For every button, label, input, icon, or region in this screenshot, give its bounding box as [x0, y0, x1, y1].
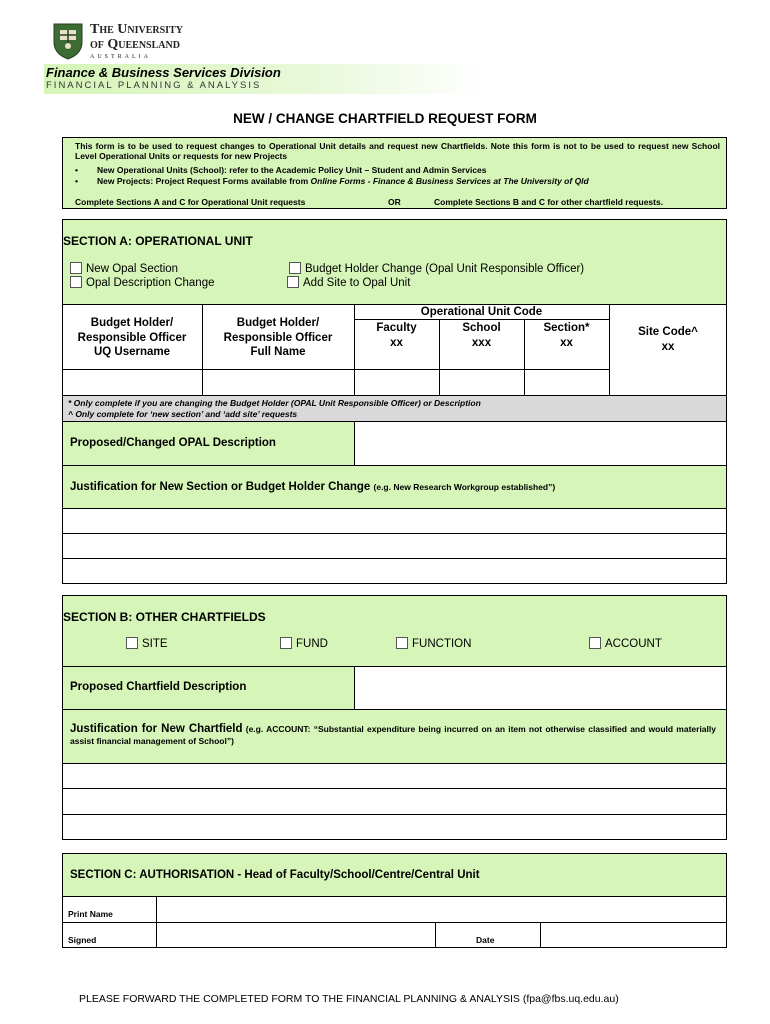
- justification-a-title: Justification for New Section or Budget Holder Change: [70, 481, 371, 493]
- print-name-label: Print Name: [68, 909, 113, 919]
- fund-checkbox[interactable]: [280, 637, 292, 649]
- intro-text: This form is to be used to request changes to Operational Unit details and request new Chartfields. Note this form is not to be used to request new School Level Operational Units or requests for new Projects: [75, 141, 720, 161]
- justification-a-example: (e.g. New Research Workgroup established”): [373, 482, 556, 492]
- op-unit-code-header: Operational Unit Code: [420, 306, 543, 318]
- opal-description-change-option[interactable]: [70, 276, 215, 289]
- justification-b-line3[interactable]: [63, 815, 726, 839]
- section-b-title: SECTION B: OTHER CHARTFIELDS: [63, 610, 266, 624]
- justification-b-line2[interactable]: [63, 789, 726, 813]
- uni-line3: AUSTRALIA: [90, 54, 151, 60]
- section-code: xx: [560, 336, 573, 349]
- section-header: [524, 321, 609, 350]
- proposed-chartfield-description-label: Proposed Chartfield Description: [70, 681, 247, 693]
- intro-bullet1-text: New Operational Units (School): refer to the Academic Policy Unit – Student and Admin Services: [97, 165, 487, 175]
- col1-line2: Responsible Officer: [77, 331, 187, 344]
- intro-footer-left: Complete Sections A and C for Operational Unit requests: [75, 197, 306, 207]
- note-site: ^ Only complete for ‘new section’ and ‘add site’ requests: [68, 409, 298, 419]
- faculty-input[interactable]: [355, 370, 439, 395]
- col2-line1: Budget Holder/: [236, 317, 320, 329]
- function-option[interactable]: [396, 637, 471, 650]
- section-a-title: SECTION A: OPERATIONAL UNIT: [63, 234, 253, 248]
- section-b-header-bg: [63, 596, 726, 666]
- section-c-title: SECTION C: AUTHORISATION - Head of Faculty/School/Centre/Central Unit: [70, 869, 480, 881]
- proposed-chartfield-description-input[interactable]: [355, 667, 726, 709]
- site-checkbox[interactable]: [126, 637, 138, 649]
- site-code-label: Site Code^: [638, 326, 698, 338]
- account-checkbox[interactable]: [589, 637, 601, 649]
- budget-holder-change-checkbox[interactable]: [289, 262, 301, 274]
- section-input[interactable]: [525, 370, 609, 395]
- uq-crest-icon: [52, 22, 84, 60]
- proposed-opal-description-input[interactable]: [355, 422, 726, 465]
- university-name: [90, 22, 183, 62]
- intro-footer-or: OR: [388, 197, 401, 207]
- signature-input[interactable]: [157, 923, 435, 947]
- uni-line2: of Queensland: [90, 37, 180, 52]
- justification-a-line1[interactable]: [63, 509, 726, 533]
- add-site-label: Add Site to Opal Unit: [303, 277, 411, 289]
- col1-line1: Budget Holder/: [90, 317, 174, 329]
- justification-b-line1[interactable]: [63, 764, 726, 788]
- budget-holder-change-label: Budget Holder Change (Opal Unit Responsible Officer): [305, 263, 585, 275]
- col-budget-holder-username: [62, 316, 202, 360]
- col1-line3: UQ Username: [93, 346, 171, 358]
- justification-a-label: [70, 481, 555, 493]
- username-input[interactable]: [63, 370, 202, 395]
- fund-option[interactable]: [280, 637, 328, 650]
- school-input[interactable]: [440, 370, 524, 395]
- school-header: [439, 321, 524, 350]
- col-budget-holder-fullname: [202, 316, 354, 360]
- budget-holder-change-option[interactable]: [289, 262, 584, 275]
- faculty-label: Faculty: [376, 322, 417, 334]
- intro-bullet2: • New Projects: Project Request Forms available from Online Forms - Finance & Business Services at The University of Qld: [75, 176, 589, 186]
- section-label: Section*: [543, 322, 590, 334]
- site-option[interactable]: [126, 637, 168, 650]
- subdivision-name: FINANCIAL PLANNING & ANALYSIS: [46, 80, 262, 91]
- footer-instruction: PLEASE FORWARD THE COMPLETED FORM TO THE FINANCIAL PLANNING & ANALYSIS (fpa@fbs.uq.edu.au): [79, 993, 619, 1005]
- site-code-value: xx: [661, 340, 675, 353]
- school-code: xxx: [471, 336, 492, 349]
- site-label: SITE: [142, 638, 168, 650]
- justification-b-example: (e.g. ACCOUNT: “Substantial expenditure being incurred on an item not otherwise classified and would materially assist financial management of School”): [70, 724, 716, 746]
- signed-label: Signed: [68, 935, 97, 945]
- add-site-checkbox[interactable]: [287, 276, 299, 288]
- col2-line2: Responsible Officer: [223, 331, 333, 344]
- date-input[interactable]: [541, 923, 726, 947]
- division-name: Finance & Business Services Division: [46, 65, 281, 80]
- site-code-input[interactable]: [610, 342, 726, 395]
- function-checkbox[interactable]: [396, 637, 408, 649]
- col2-line3: Full Name: [250, 346, 306, 358]
- function-label: FUNCTION: [412, 638, 472, 650]
- faculty-code: xx: [390, 336, 403, 349]
- justification-b-title: Justification for New Chartfield: [70, 723, 243, 735]
- intro-bullet1: • New Operational Units (School): refer to the Academic Policy Unit – Student and Admin Services: [75, 165, 487, 175]
- form-title: NEW / CHANGE CHARTFIELD REQUEST FORM: [233, 111, 537, 126]
- new-opal-section-label: New Opal Section: [86, 263, 179, 275]
- note-budget-holder: * Only complete if you are changing the Budget Holder (OPAL Unit Responsible Officer) or Description: [68, 398, 481, 408]
- fullname-input[interactable]: [203, 370, 354, 395]
- intro-footer-right: Complete Sections B and C for other chartfield requests.: [434, 197, 664, 207]
- account-option[interactable]: [589, 637, 662, 650]
- online-forms-link[interactable]: Online Forms - Finance & Business Services at The University of Qld: [310, 176, 589, 186]
- print-name-input[interactable]: [157, 897, 726, 922]
- justification-a-line3[interactable]: [63, 559, 726, 583]
- new-opal-section-option[interactable]: [70, 262, 178, 275]
- date-label: Date: [476, 935, 495, 945]
- fund-label: FUND: [296, 638, 328, 650]
- school-label: School: [462, 322, 501, 334]
- proposed-opal-description-label: Proposed/Changed OPAL Description: [70, 437, 276, 449]
- opal-description-change-label: Opal Description Change: [86, 277, 215, 289]
- account-label: ACCOUNT: [605, 638, 662, 650]
- justification-b-label: [70, 723, 716, 747]
- opal-description-change-checkbox[interactable]: [70, 276, 82, 288]
- justification-a-line2[interactable]: [63, 534, 726, 558]
- new-opal-section-checkbox[interactable]: [70, 262, 82, 274]
- uni-line1: The University: [90, 22, 183, 37]
- faculty-header: [354, 321, 439, 350]
- add-site-option[interactable]: [287, 276, 410, 289]
- intro-bullet2-text: New Projects: Project Request Forms available from: [97, 176, 311, 186]
